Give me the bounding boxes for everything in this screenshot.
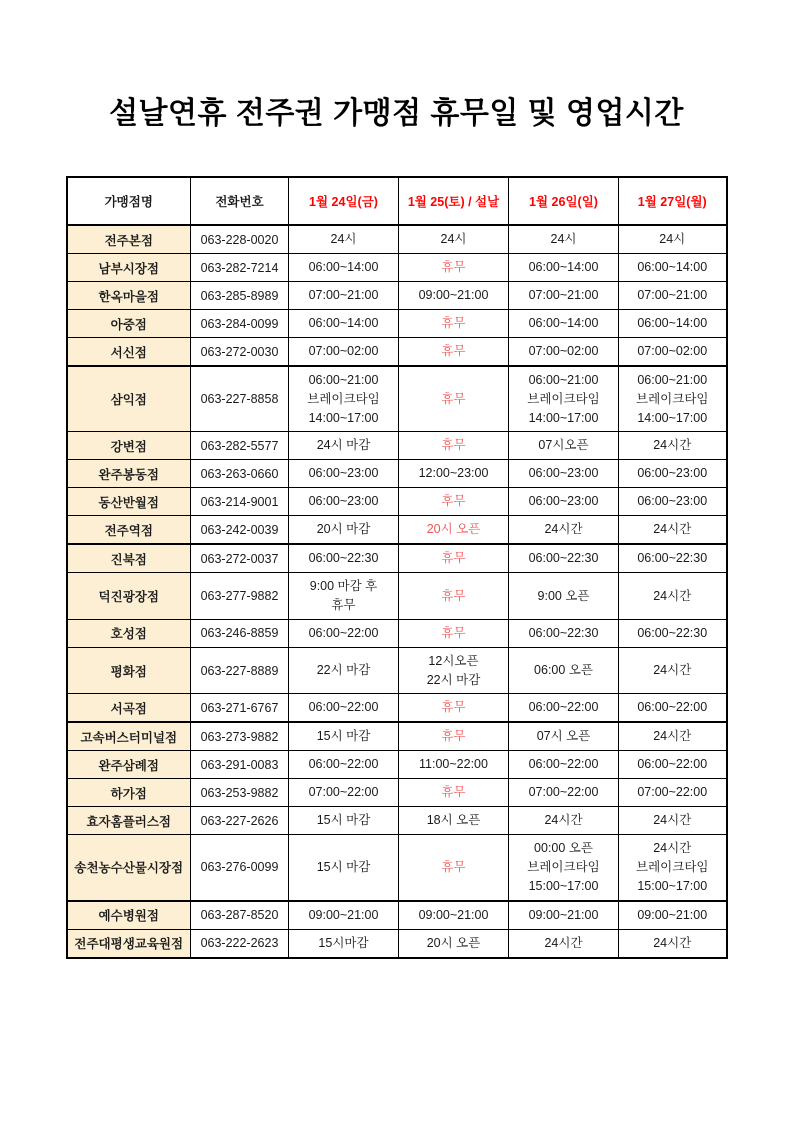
table-row (67, 338, 727, 367)
hours-cell (289, 619, 399, 647)
hours-line: 07:00~02:00 (308, 344, 379, 359)
hours-cell (509, 647, 619, 694)
phone-number-cell: 063-282-5577 (191, 432, 289, 460)
hours-cell (509, 807, 619, 835)
hours-cell (619, 901, 727, 930)
hours-line: 휴무 (441, 438, 466, 453)
table-row (67, 807, 727, 835)
hours-line: 09:00~21:00 (418, 288, 489, 303)
table-row (67, 432, 727, 460)
hours-line: 07:00~22:00 (637, 785, 708, 800)
hours-line: 06:00~21:00 (637, 373, 708, 387)
hours-line: 15시 마감 (316, 813, 371, 828)
hours-cell (399, 282, 509, 310)
phone-number-cell: 063-214-9001 (191, 488, 289, 516)
table-row (67, 573, 727, 620)
header-date-jan27: 1월 27일(월) (619, 177, 727, 225)
hours-line: 24시 (659, 232, 686, 247)
hours-line: 09:00~21:00 (308, 907, 379, 922)
hours-line: 06:00~14:00 (308, 260, 379, 275)
hours-cell (399, 929, 509, 958)
hours-cell (289, 722, 399, 751)
hours-cell (509, 694, 619, 723)
table-row (67, 647, 727, 694)
store-name-cell: 서곡점 (67, 694, 191, 723)
page-title: 설날연휴 전주권 가맹점 휴무일 및 영업시간 (109, 97, 684, 130)
hours-line: 12시오픈 (428, 653, 479, 668)
hours-line: 14:00~17:00 (528, 410, 599, 425)
store-name-cell: 동산반월점 (67, 488, 191, 516)
table-row (67, 225, 727, 254)
store-name-cell: 예수병원점 (67, 901, 191, 930)
hours-line: 휴무 (441, 785, 466, 800)
hours-line: 07:00~21:00 (308, 288, 379, 303)
hours-cell (289, 460, 399, 488)
hours-line: 00:00 오픈 (534, 841, 593, 856)
table-row (67, 722, 727, 751)
hours-line: 07:00~02:00 (528, 344, 599, 359)
hours-line: 24시간 (653, 522, 692, 537)
header-store-name: 가맹점명 (67, 177, 191, 225)
phone-number-cell: 063-272-0030 (191, 338, 289, 367)
hours-line: 06:00~22:00 (308, 757, 379, 772)
hours-cell (509, 779, 619, 807)
hours-line: 18시 오픈 (426, 813, 481, 828)
hours-line: 06:00~14:00 (528, 260, 599, 275)
hours-line: 브레이크타임 (307, 391, 380, 406)
hours-cell (509, 338, 619, 367)
hours-cell (289, 254, 399, 282)
hours-line: 22시 마감 (316, 663, 371, 678)
hours-cell (399, 460, 509, 488)
hours-cell (399, 807, 509, 835)
hours-line: 06:00~14:00 (637, 260, 708, 275)
phone-number-cell: 063-291-0083 (191, 751, 289, 779)
table-row (67, 544, 727, 573)
hours-cell (619, 929, 727, 958)
hours-line: 14:00~17:00 (637, 410, 708, 425)
hours-cell (289, 516, 399, 545)
phone-number-cell: 063-222-2623 (191, 929, 289, 958)
hours-line: 24시간 (653, 663, 692, 678)
hours-line: 06:00~22:30 (637, 551, 708, 566)
hours-line: 12:00~23:00 (418, 466, 489, 481)
hours-cell (509, 310, 619, 338)
table-row (67, 282, 727, 310)
hours-line: 24시 (440, 232, 467, 247)
hours-cell (399, 573, 509, 620)
hours-cell (619, 516, 727, 545)
hours-cell (289, 432, 399, 460)
hours-cell (619, 751, 727, 779)
hours-cell (289, 310, 399, 338)
hours-line: 휴무 (441, 551, 466, 566)
hours-cell (399, 310, 509, 338)
hours-line: 06:00~23:00 (528, 494, 599, 509)
hours-cell (509, 751, 619, 779)
hours-cell (619, 488, 727, 516)
hours-cell (619, 432, 727, 460)
table-row (67, 488, 727, 516)
hours-line: 24시간 (653, 935, 692, 950)
hours-cell (509, 254, 619, 282)
hours-line: 휴무 (331, 598, 356, 612)
phone-number-cell: 063-277-9882 (191, 573, 289, 620)
hours-line: 07시 오픈 (536, 729, 591, 744)
hours-line: 06:00~22:00 (637, 700, 708, 715)
hours-line: 06:00~22:00 (308, 625, 379, 640)
hours-cell (619, 694, 727, 723)
hours-line: 14:00~17:00 (308, 410, 379, 425)
hours-line: 9:00 마감 후 (309, 579, 378, 594)
store-name-cell: 송천농수산물시장점 (67, 835, 191, 901)
phone-number-cell: 063-272-0037 (191, 544, 289, 573)
hours-cell (619, 544, 727, 573)
hours-cell (399, 647, 509, 694)
hours-cell (619, 779, 727, 807)
table-row (67, 835, 727, 901)
hours-cell (289, 901, 399, 930)
hours-line: 24시간 (653, 588, 692, 603)
hours-cell (509, 619, 619, 647)
hours-cell (509, 366, 619, 432)
hours-line: 24시간 (653, 438, 692, 453)
hours-cell (619, 254, 727, 282)
hours-line: 휴무 (441, 316, 466, 331)
phone-number-cell: 063-242-0039 (191, 516, 289, 545)
hours-cell (619, 225, 727, 254)
hours-line: 09:00~21:00 (418, 907, 489, 922)
phone-number-cell: 063-246-8859 (191, 619, 289, 647)
table-row (67, 929, 727, 958)
hours-line: 06:00~21:00 (308, 373, 379, 387)
hours-cell (619, 835, 727, 901)
hours-line: 07:00~21:00 (637, 288, 708, 303)
hours-line: 06:00~23:00 (637, 466, 708, 481)
hours-line: 07:00~22:00 (528, 785, 599, 800)
hours-cell (399, 254, 509, 282)
phone-number-cell: 063-273-9882 (191, 722, 289, 751)
hours-line: 9:00 오픈 (537, 588, 590, 603)
table-row (67, 694, 727, 723)
hours-line: 24시 (330, 232, 357, 247)
hours-cell (619, 573, 727, 620)
hours-cell (619, 282, 727, 310)
hours-line: 06:00~14:00 (528, 316, 599, 331)
hours-line: 24시간 (544, 522, 583, 537)
phone-number-cell: 063-227-8858 (191, 366, 289, 432)
hours-cell (619, 460, 727, 488)
phone-number-cell: 063-287-8520 (191, 901, 289, 930)
store-name-cell: 효자홈플러스점 (67, 807, 191, 835)
store-name-cell: 덕진광장점 (67, 573, 191, 620)
table-row (67, 901, 727, 930)
hours-line: 06:00~22:30 (308, 551, 379, 566)
hours-cell (509, 929, 619, 958)
hours-line: 브레이크타임 (636, 860, 709, 874)
hours-line: 24시간 (653, 841, 692, 856)
store-name-cell: 남부시장점 (67, 254, 191, 282)
store-name-cell: 진북점 (67, 544, 191, 573)
header-phone-number: 전화번호 (191, 177, 289, 225)
hours-line: 15:00~17:00 (637, 878, 708, 893)
header-date-jan24: 1월 24일(금) (289, 177, 399, 225)
hours-cell (619, 310, 727, 338)
store-name-cell: 고속버스터미널점 (67, 722, 191, 751)
hours-cell (399, 835, 509, 901)
hours-cell (399, 516, 509, 545)
hours-line: 06:00~23:00 (308, 466, 379, 481)
hours-cell (509, 901, 619, 930)
hours-cell (289, 225, 399, 254)
hours-cell (619, 647, 727, 694)
table-row (67, 619, 727, 647)
hours-line: 07:00~22:00 (308, 785, 379, 800)
store-name-cell: 완주삼례점 (67, 751, 191, 779)
hours-cell (399, 722, 509, 751)
hours-line: 24시 (550, 232, 577, 247)
hours-line: 06:00~22:30 (528, 625, 599, 640)
phone-number-cell: 063-263-0660 (191, 460, 289, 488)
hours-cell (399, 694, 509, 723)
hours-line: 브레이크타임 (527, 391, 600, 406)
hours-line: 06:00~14:00 (308, 316, 379, 331)
hours-cell (399, 544, 509, 573)
hours-cell (399, 779, 509, 807)
phone-number-cell: 063-227-8889 (191, 647, 289, 694)
hours-cell (509, 460, 619, 488)
hours-line: 06:00~22:00 (637, 757, 708, 772)
hours-line: 07:00~21:00 (528, 288, 599, 303)
hours-cell (509, 516, 619, 545)
hours-line: 15:00~17:00 (528, 878, 599, 893)
hours-line: 09:00~21:00 (637, 907, 708, 922)
hours-cell (619, 366, 727, 432)
hours-line: 24시간 (653, 729, 692, 744)
hours-cell (509, 544, 619, 573)
hours-cell (619, 722, 727, 751)
hours-line: 24시간 (653, 813, 692, 828)
store-name-cell: 전주역점 (67, 516, 191, 545)
table-header-row (67, 177, 727, 225)
store-name-cell: 한옥마을점 (67, 282, 191, 310)
hours-cell (619, 338, 727, 367)
hours-line: 07시오픈 (538, 438, 589, 453)
store-name-cell: 전주대평생교육원점 (67, 929, 191, 958)
phone-number-cell: 063-282-7214 (191, 254, 289, 282)
hours-line: 09:00~21:00 (528, 907, 599, 922)
phone-number-cell: 063-253-9882 (191, 779, 289, 807)
hours-line: 06:00~14:00 (637, 316, 708, 331)
hours-line: 06:00~21:00 (528, 373, 599, 387)
hours-cell (509, 282, 619, 310)
hours-line: 휴무 (441, 260, 466, 275)
hours-cell (509, 488, 619, 516)
table-row (67, 310, 727, 338)
hours-cell (289, 807, 399, 835)
hours-line: 휴무 (441, 700, 466, 715)
hours-line: 20시 오픈 (426, 935, 481, 950)
store-name-cell: 완주봉동점 (67, 460, 191, 488)
hours-cell (289, 647, 399, 694)
hours-line: 06:00 오픈 (534, 663, 593, 678)
hours-line: 브레이크타임 (636, 391, 709, 406)
hours-cell (289, 835, 399, 901)
hours-line: 11:00~22:00 (419, 757, 488, 772)
table-row (67, 254, 727, 282)
store-name-cell: 평화점 (67, 647, 191, 694)
hours-line: 22시 마감 (426, 672, 481, 687)
hours-cell (289, 694, 399, 723)
hours-line: 휴무 (441, 860, 466, 874)
hours-line: 휴무 (441, 729, 466, 744)
hours-line: 20시 마감 (316, 522, 371, 537)
phone-number-cell: 063-284-0099 (191, 310, 289, 338)
hours-cell (289, 751, 399, 779)
table-row (67, 751, 727, 779)
phone-number-cell: 063-271-6767 (191, 694, 289, 723)
hours-line: 06:00~22:30 (528, 551, 599, 566)
hours-cell (399, 338, 509, 367)
hours-line: 24시간 (544, 935, 583, 950)
hours-line: 06:00~23:00 (637, 494, 708, 509)
store-name-cell: 하가점 (67, 779, 191, 807)
hours-line: 브레이크타임 (527, 860, 600, 874)
hours-cell (399, 751, 509, 779)
hours-cell (399, 366, 509, 432)
table-row (67, 366, 727, 432)
header-date-jan26: 1월 26일(일) (509, 177, 619, 225)
hours-line: 24시간 (544, 813, 583, 828)
hours-line: 후무 (441, 494, 466, 509)
hours-line: 20시 오픈 (426, 522, 481, 537)
store-name-cell: 서신점 (67, 338, 191, 367)
hours-line: 06:00~22:00 (528, 700, 599, 715)
hours-line: 15시마감 (318, 935, 369, 950)
hours-cell (399, 488, 509, 516)
hours-line: 06:00~22:30 (637, 625, 708, 640)
hours-line: 06:00~23:00 (308, 494, 379, 509)
table-row (67, 779, 727, 807)
hours-cell (509, 722, 619, 751)
hours-cell (289, 338, 399, 367)
store-name-cell: 전주본점 (67, 225, 191, 254)
hours-line: 휴무 (441, 391, 466, 406)
hours-cell (289, 779, 399, 807)
hours-cell (289, 282, 399, 310)
hours-cell (509, 573, 619, 620)
phone-number-cell: 063-228-0020 (191, 225, 289, 254)
hours-line: 15시 마감 (316, 729, 371, 744)
table-row (67, 460, 727, 488)
store-name-cell: 강변점 (67, 432, 191, 460)
hours-line: 06:00~23:00 (528, 466, 599, 481)
hours-cell (509, 835, 619, 901)
hours-line: 휴무 (441, 588, 466, 603)
hours-cell (289, 544, 399, 573)
hours-cell (399, 225, 509, 254)
hours-cell (399, 432, 509, 460)
table-row (67, 516, 727, 545)
store-name-cell: 아중점 (67, 310, 191, 338)
store-name-cell: 삼익점 (67, 366, 191, 432)
phone-number-cell: 063-276-0099 (191, 835, 289, 901)
hours-line: 휴무 (441, 625, 466, 640)
phone-number-cell: 063-227-2626 (191, 807, 289, 835)
hours-cell (619, 619, 727, 647)
store-hours-table (66, 176, 728, 959)
store-name-cell: 호성점 (67, 619, 191, 647)
hours-cell (399, 901, 509, 930)
hours-cell (509, 432, 619, 460)
hours-cell (399, 619, 509, 647)
hours-cell (289, 573, 399, 620)
header-date-jan25-seollal: 1월 25(토) / 설날 (399, 177, 509, 225)
hours-cell (289, 929, 399, 958)
hours-line: 06:00~22:00 (308, 700, 379, 715)
hours-line: 06:00~22:00 (528, 757, 599, 772)
hours-cell (619, 807, 727, 835)
hours-line: 휴무 (441, 344, 466, 359)
hours-line: 15시 마감 (316, 860, 371, 874)
hours-cell (509, 225, 619, 254)
hours-line: 24시 마감 (316, 438, 371, 453)
hours-line: 07:00~02:00 (637, 344, 708, 359)
hours-cell (289, 366, 399, 432)
phone-number-cell: 063-285-8989 (191, 282, 289, 310)
hours-cell (289, 488, 399, 516)
